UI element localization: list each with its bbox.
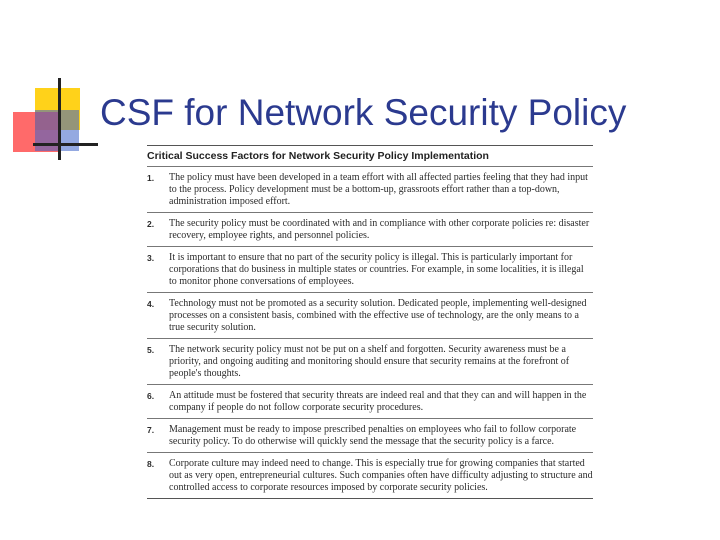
table-row — [147, 292, 593, 338]
row-number: 4. — [147, 299, 155, 309]
table-row — [147, 384, 593, 418]
row-number: 8. — [147, 459, 155, 469]
table-row — [147, 452, 593, 498]
table-row — [147, 166, 593, 212]
row-number: 3. — [147, 253, 155, 263]
logo-horizontal-line — [33, 143, 98, 146]
slide-logo-decoration — [0, 0, 100, 170]
row-text: The network security policy must not be put on a shelf and forgotten. Security awareness must be a priority, and ongoing auditing and monitoring should ensure that security remains at the forefront of people's thoughts. — [169, 344, 570, 379]
csf-table — [147, 145, 593, 499]
row-number: 5. — [147, 345, 155, 355]
logo-vertical-line — [58, 78, 61, 160]
table-row — [147, 418, 593, 452]
row-text: The security policy must be coordinated with and in compliance with other corporate policies re: disaster recovery, employee rights, and personnel policies. — [169, 218, 590, 241]
row-number: 2. — [147, 219, 155, 229]
row-text: It is important to ensure that no part of the security policy is illegal. This is particularly important for corporations that do business in multiple states or countries. For example, in some localities, it is illegal to monitor phone conversations of employees. — [169, 252, 584, 287]
row-text: The policy must have been developed in a team effort with all affected parties feeling that they had input to the process. Policy development must be a bottom-up, grassroots effort rather than a top-down, administration imposed effort. — [169, 172, 588, 207]
row-number: 1. — [147, 173, 155, 183]
slide-title: CSF for Network Security Policy — [100, 92, 627, 133]
row-text: Management must be ready to impose prescribed penalties on employees who fail to follow corporate security policy. To do otherwise will quickly send the message that the security policy is a farce. — [169, 424, 577, 447]
table-bottom-rule — [147, 498, 593, 499]
row-number: 6. — [147, 391, 155, 401]
table-row — [147, 246, 593, 292]
row-text: An attitude must be fostered that security threats are indeed real and that they can and will happen in the company if people do not follow corporate security procedures. — [169, 390, 587, 413]
row-number: 7. — [147, 425, 155, 435]
table-row — [147, 212, 593, 246]
table-row — [147, 338, 593, 384]
table-title: Critical Success Factors for Network Security Policy Implementation — [147, 150, 489, 162]
row-text: Corporate culture may indeed need to change. This is especially true for growing companies that started out as very open, entrepreneurial cultures. Such companies often have difficulty adjusting to structure and controlled access to corporate resources imposed by corporate security policies. — [169, 458, 593, 493]
row-text: Technology must not be promoted as a security solution. Dedicated people, implementing well-designed processes on a consistent basis, combined with the effective use of technology, are the only means to a true security solution. — [169, 298, 587, 333]
